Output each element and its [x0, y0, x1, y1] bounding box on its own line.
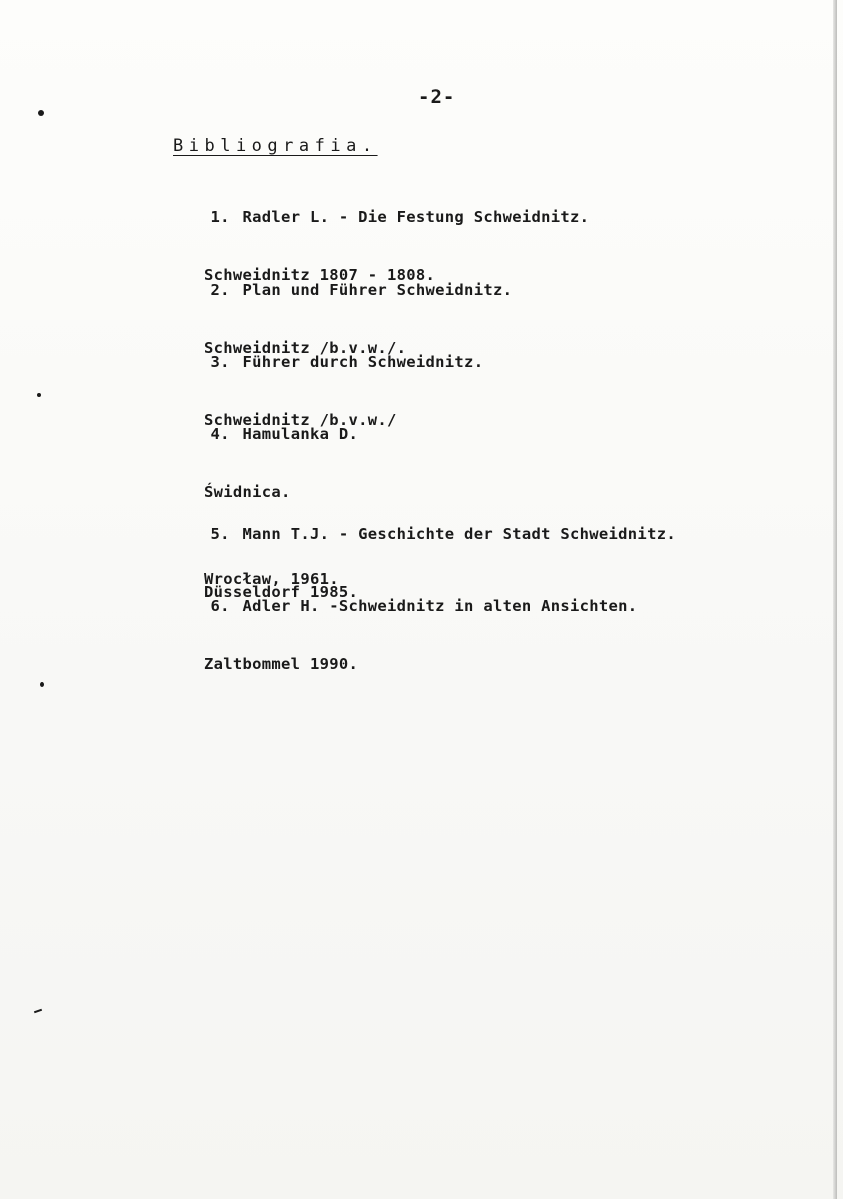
punch-mark [37, 393, 41, 397]
entry-number: 3. [210, 353, 230, 371]
entry-line: Radler L. - Die Festung Schweidnitz. [242, 208, 590, 226]
bibliography-heading: Bibliografia. [173, 136, 378, 156]
entry-number: 1. [210, 208, 230, 226]
entry-line: Schweidnitz /b.v.w./. [204, 339, 407, 357]
page-edge-shadow [833, 0, 837, 1199]
page-number: -2- [418, 86, 456, 108]
entry-line: Plan und Führer Schweidnitz. [242, 281, 513, 299]
entry-number: 4. [210, 425, 230, 443]
entry-line: Schweidnitz 1807 - 1808. [204, 266, 436, 284]
entry-number: 6. [210, 597, 230, 615]
entry-line: Düsseldorf 1985. [204, 583, 359, 601]
entry-number: 5. [210, 525, 230, 543]
entry-line: Zaltbommel 1990. [204, 655, 359, 673]
entry-line: Adler H. -Schweidnitz in alten Ansichten. [242, 597, 638, 615]
entry-line: Hamulanka D. [242, 425, 359, 443]
punch-mark [40, 682, 44, 687]
entry-line: Mann T.J. - Geschichte der Stadt Schweidnitz. [242, 525, 676, 543]
stray-mark [34, 1009, 42, 1014]
entry-line: Führer durch Schweidnitz. [242, 353, 484, 371]
entry-number: 2. [210, 281, 230, 299]
entry-line: Wrocław, 1961. [204, 570, 339, 588]
entry-line: Świdnica. [204, 483, 291, 501]
punch-mark [38, 110, 44, 116]
bibliography-entry-6 [172, 563, 637, 737]
entry-line: Schweidnitz /b.v.w./ [204, 411, 397, 429]
